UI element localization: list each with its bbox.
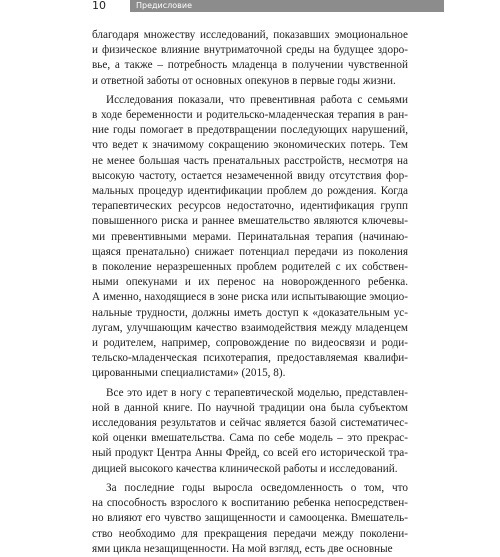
text-line: А именно, находящиеся в зоне риска или испытывающие эмоцио- [92,291,408,304]
text-line: не менее большая часть пренатальных расстройств, несмотря на [92,154,408,167]
text-line: мальных процедур идентификации проблем до рождения. Когда [92,185,408,198]
text-line: тельско-младенческая психотерапия, предоставляемая квалифи- [92,352,408,365]
text-line: вье, а также – потребность младенца в получении чувственной [92,59,408,72]
paragraph [92,386,408,477]
text-line: За последние годы выросла осведомленность о том, что [106,481,408,494]
page-header [92,0,444,14]
text-line: ный продукт Центра Анны Фрейд, со всей его исторической тра- [92,447,408,460]
text-line: цированными специалистами» (2015, 8). [92,367,286,380]
body-text [92,28,408,557]
text-line: щаяся пренатально) снижает потенциал передачи из поколения [92,245,408,258]
text-line: ями цикла незащищенности. На мой взгляд, есть две основные [92,542,393,555]
text-line: в ходе беременности и родительско-младенческая терапия в ран- [92,109,408,122]
paragraph [92,28,408,89]
text-line: ной в данной книге. По научной традиции она была субъектом [92,401,408,414]
running-head: Предисловие [130,0,444,12]
text-line: ными опекунами и их перенос на новорожденного ребенка. [92,276,408,289]
text-line: Все это идет в ногу с терапевтической моделью, представлен- [106,386,408,399]
paragraph [92,481,408,557]
text-line: повышенного риска и раннее вмешательство являются ключевы- [92,215,408,228]
text-line: высокую частоту, остается незамеченной ввиду отсутствия фор- [92,169,408,182]
text-line: ми превентивными мерами. Перинатальная терапия (начинаю- [92,230,408,243]
text-line: в поколение неразрешенных проблем родителей с их собствен- [92,261,408,274]
text-line: лугам, улучшающим качество взаимодействия между младенцем [92,321,408,334]
text-line: кой оценки вмешательства. Сама по себе модель – это прекрас- [92,432,408,445]
text-line: ство необходимо для прекращения передачи между поколени- [92,527,408,540]
paragraph [92,93,408,382]
text-line: что ведет к значимому сокращению экономических потерь. Тем [92,139,408,152]
text-line: Исследования показали, что превентивная работа с семьями [106,93,408,106]
text-line: терапевтических ресурсов недостаточно, идентификация групп [92,200,408,213]
text-line: исследования результатов и сейчас является базой систематичес- [92,417,408,430]
text-line: и родителем, например, сопровождение по видеосвязи и роди- [92,337,408,350]
text-line: но влияют его чувство защищенности и самооценка. Вмешатель- [92,512,408,525]
text-line: дицией высокого качества клинической работы и исследований. [92,462,398,475]
text-line: на способность взрослого к воспитанию ребенка непосредствен- [92,497,408,510]
page-number: 10 [92,0,106,12]
text-line: и ответной заботы от основных опекунов в первые годы жизни. [92,74,396,87]
text-line: и физическое влияние внутриматочной среды на будущее здоро- [92,44,408,57]
text-line: ние годы помогает в предотвращении последующих нарушений, [92,124,408,137]
text-line: благодаря множеству исследований, показавших эмоциональное [92,29,408,41]
text-line: нальные трудности, должны иметь доступ к «доказательным ус- [92,306,408,319]
